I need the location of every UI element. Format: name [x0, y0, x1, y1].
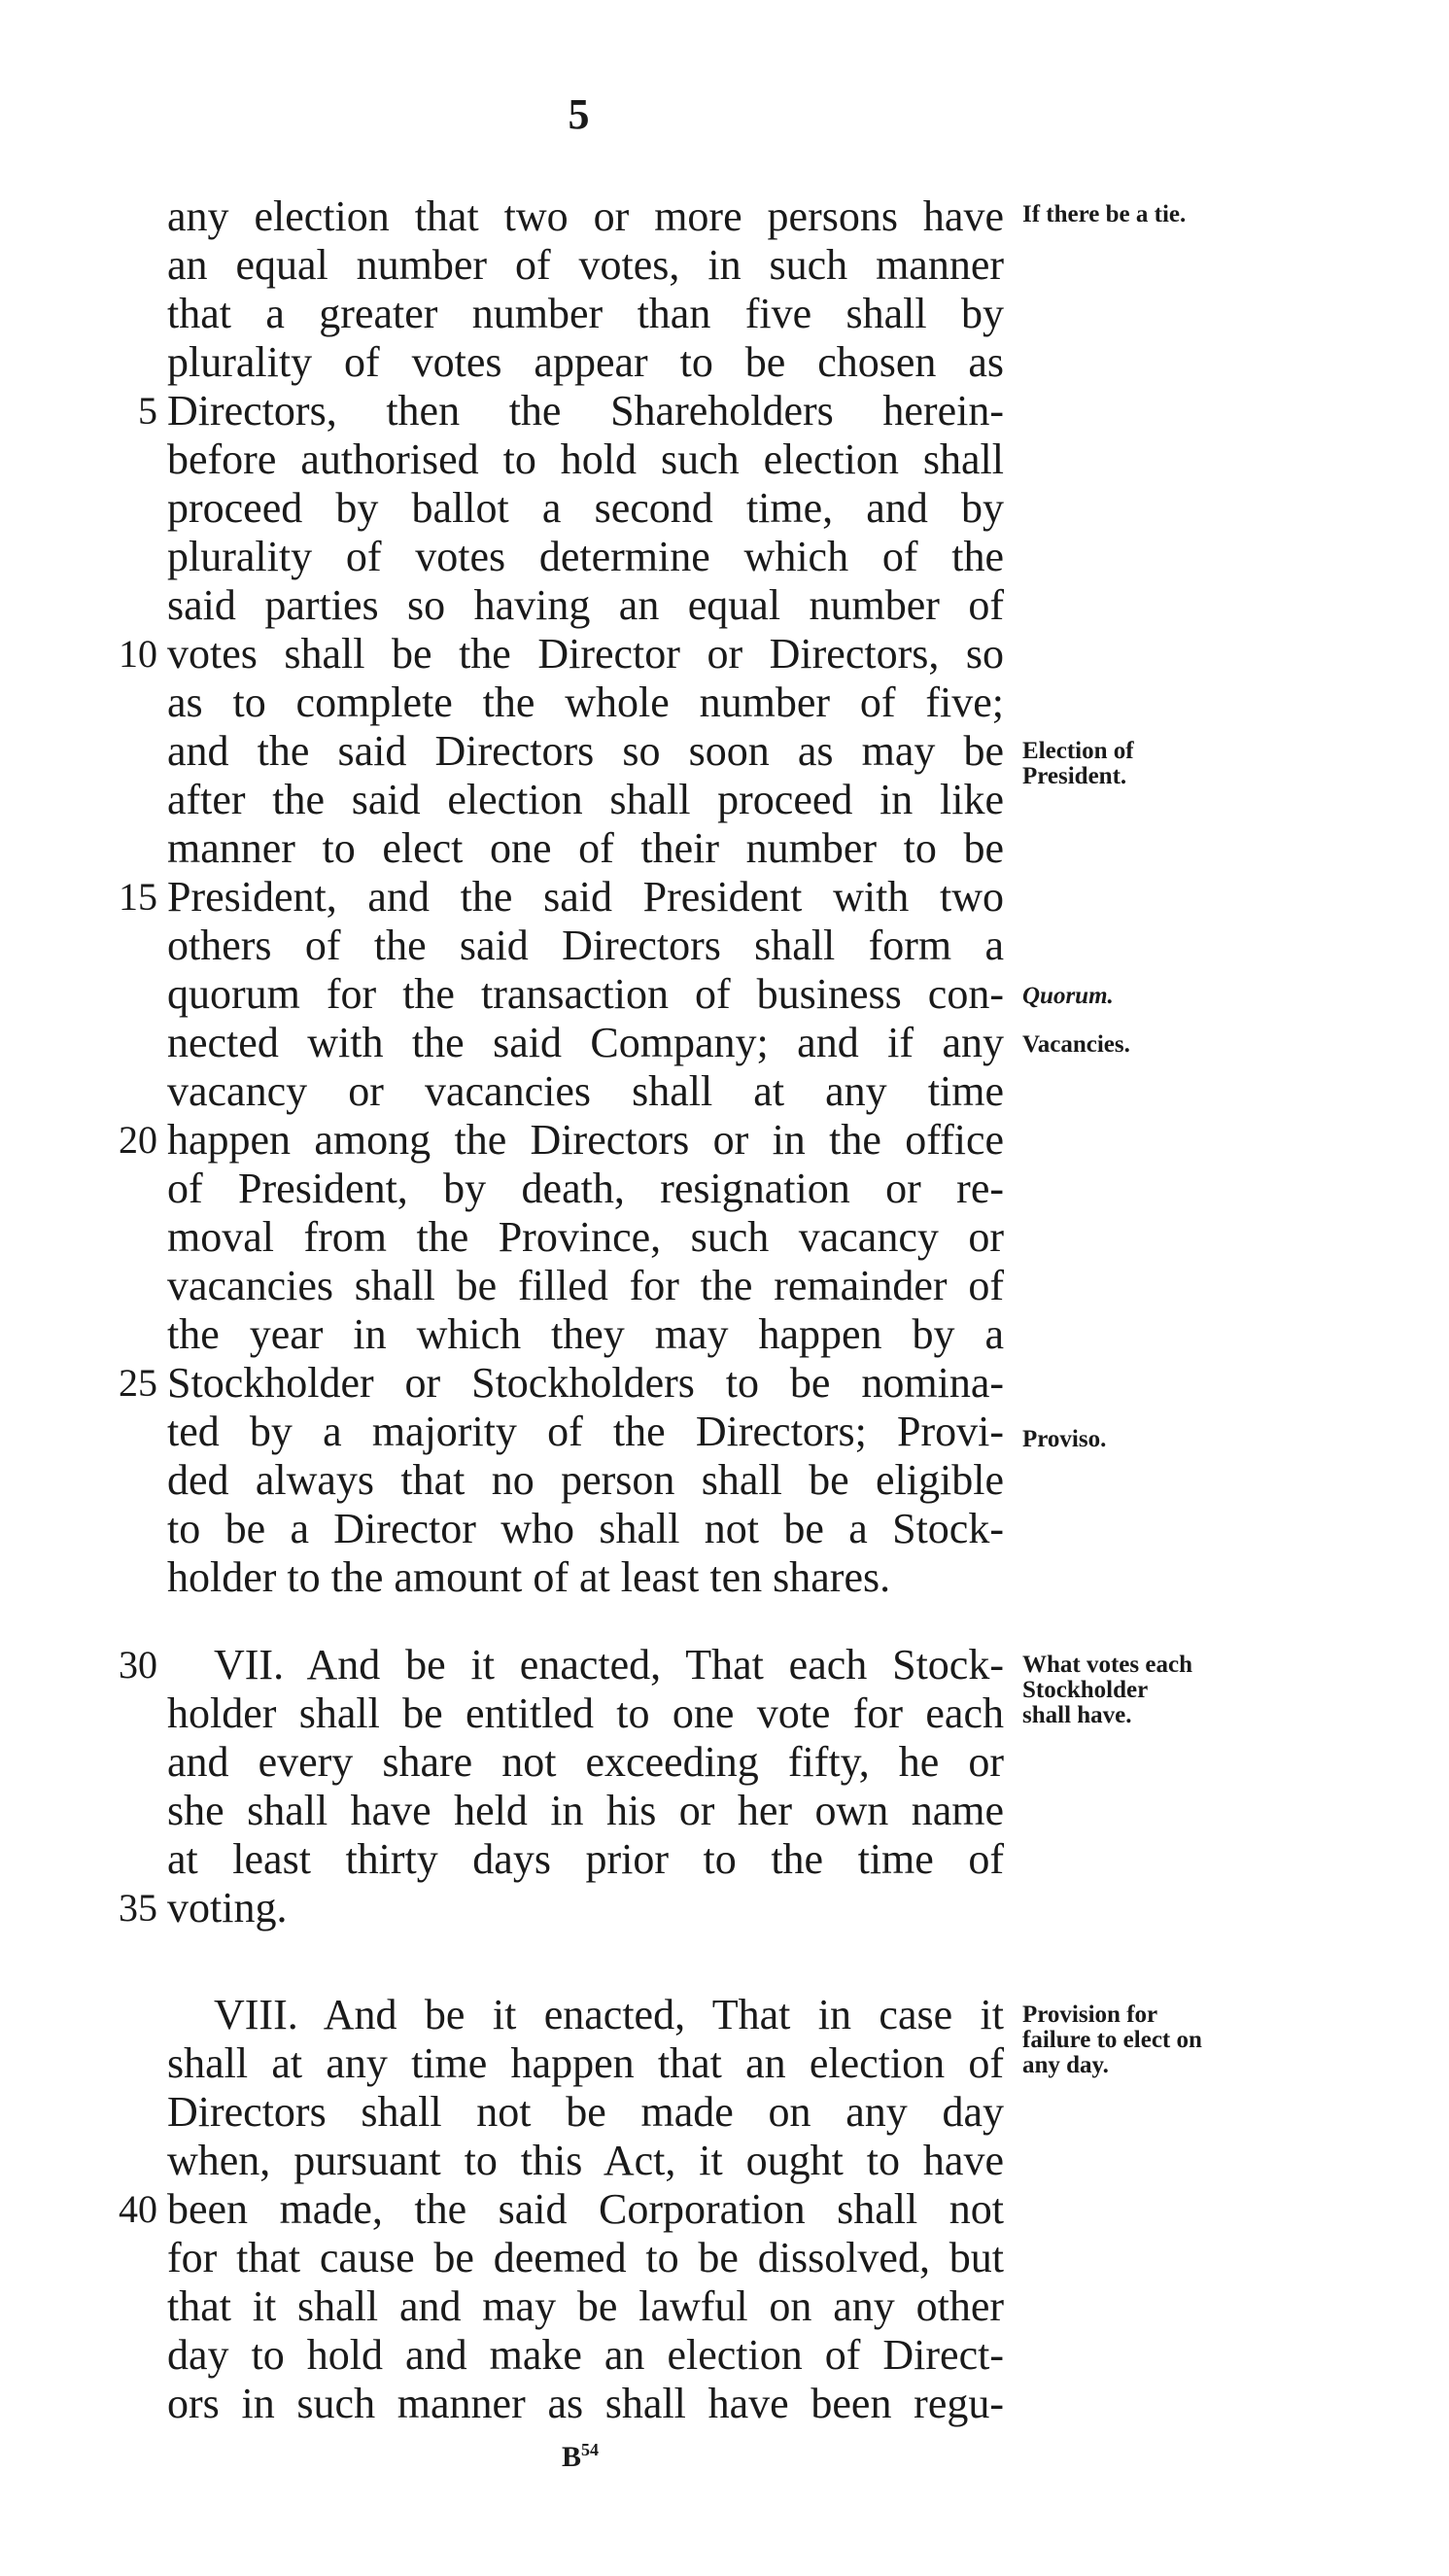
- text-line: Directors shall not be made on any day: [167, 2088, 1004, 2136]
- margin-note-vacancies: Vacancies.: [1022, 1031, 1130, 1058]
- text-line: that it shall and may be lawful on any other: [167, 2282, 1004, 2330]
- text-line: at least thirty days prior to the time of: [167, 1835, 1004, 1883]
- text-line: after the said election shall proceed in like: [167, 776, 1004, 823]
- text-line: to be a Director who shall not be a Stock-: [167, 1505, 1004, 1552]
- text-line: proceed by ballot a second time, and by: [167, 484, 1004, 532]
- line-number: 10: [119, 632, 157, 676]
- text-line: quorum for the transaction of business con-: [167, 970, 1004, 1018]
- line-number: 30: [119, 1643, 157, 1687]
- text-line: plurality of votes appear to be chosen as: [167, 338, 1004, 386]
- text-line: manner to elect one of their number to be: [167, 824, 1004, 872]
- text-line: ors in such manner as shall have been regu-: [167, 2380, 1004, 2427]
- line-number: 35: [119, 1886, 157, 1930]
- text-line: happen among the Directors or in the office: [167, 1116, 1004, 1164]
- text-line: before authorised to hold such election shall: [167, 435, 1004, 483]
- page-number: 5: [568, 90, 590, 138]
- text-line: and the said Directors so soon as may be: [167, 727, 1004, 775]
- text-line: Directors, then the Shareholders herein-: [167, 387, 1004, 435]
- text-line: plurality of votes determine which of the: [167, 533, 1004, 580]
- signature-letter: B: [562, 2441, 582, 2473]
- text-line: VIII. And be it enacted, That in case it: [214, 1991, 1004, 2038]
- margin-note-votes: What votes each Stockholder shall have.: [1022, 1652, 1192, 1728]
- text-line: moval from the Province, such vacancy or: [167, 1213, 1004, 1261]
- text-line: ted by a majority of the Directors; Provi-: [167, 1408, 1004, 1455]
- line-number: 40: [119, 2187, 157, 2231]
- margin-note-tie: If there be a tie.: [1022, 201, 1187, 227]
- text-line: vacancy or vacancies shall at any time: [167, 1067, 1004, 1115]
- text-line: voting.: [167, 1884, 288, 1932]
- text-line: others of the said Directors shall form a: [167, 922, 1004, 969]
- text-line: holder shall be entitled to one vote for each: [167, 1689, 1004, 1737]
- text-line: the year in which they may happen by a: [167, 1310, 1004, 1358]
- text-line: President, and the said President with two: [167, 873, 1004, 921]
- text-line: and every share not exceeding fifty, he or: [167, 1738, 1004, 1786]
- line-number: 5: [138, 389, 157, 433]
- line-number: 15: [119, 875, 157, 919]
- line-number: 20: [119, 1118, 157, 1162]
- signature-number: 54: [581, 2440, 600, 2459]
- text-line: she shall have held in his or her own name: [167, 1787, 1004, 1834]
- signature-mark: [562, 2440, 599, 2474]
- text-line: said parties so having an equal number of: [167, 581, 1004, 629]
- text-line: holder to the amount of at least ten shares.: [167, 1553, 891, 1601]
- text-line: of President, by death, resignation or re-: [167, 1165, 1004, 1212]
- text-line: VII. And be it enacted, That each Stock-: [214, 1641, 1004, 1688]
- margin-note-election-of-president: Election of President.: [1022, 738, 1134, 789]
- text-line: ded always that no person shall be eligible: [167, 1456, 1004, 1504]
- text-line: Stockholder or Stockholders to be nomina-: [167, 1359, 1004, 1407]
- text-line: that a greater number than five shall by: [167, 290, 1004, 337]
- text-line: when, pursuant to this Act, it ought to have: [167, 2137, 1004, 2184]
- text-line: vacancies shall be filled for the remainder of: [167, 1262, 1004, 1309]
- text-line: an equal number of votes, in such manner: [167, 241, 1004, 289]
- margin-note-proviso: Proviso.: [1022, 1426, 1107, 1452]
- line-number: 25: [119, 1361, 157, 1405]
- text-line: as to complete the whole number of five;: [167, 679, 1004, 726]
- text-line: votes shall be the Director or Directors, so: [167, 630, 1004, 678]
- margin-note-quorum: Quorum.: [1022, 983, 1114, 1009]
- text-line: nected with the said Company; and if any: [167, 1019, 1004, 1066]
- text-line: been made, the said Corporation shall not: [167, 2185, 1004, 2233]
- margin-note-failure-to-elect: Provision for failure to elect on any day.: [1022, 2002, 1202, 2078]
- text-line: shall at any time happen that an election of: [167, 2039, 1004, 2087]
- text-line: any election that two or more persons have: [167, 192, 1004, 240]
- text-line: for that cause be deemed to be dissolved, but: [167, 2234, 1004, 2281]
- text-line: day to hold and make an election of Direct-: [167, 2331, 1004, 2379]
